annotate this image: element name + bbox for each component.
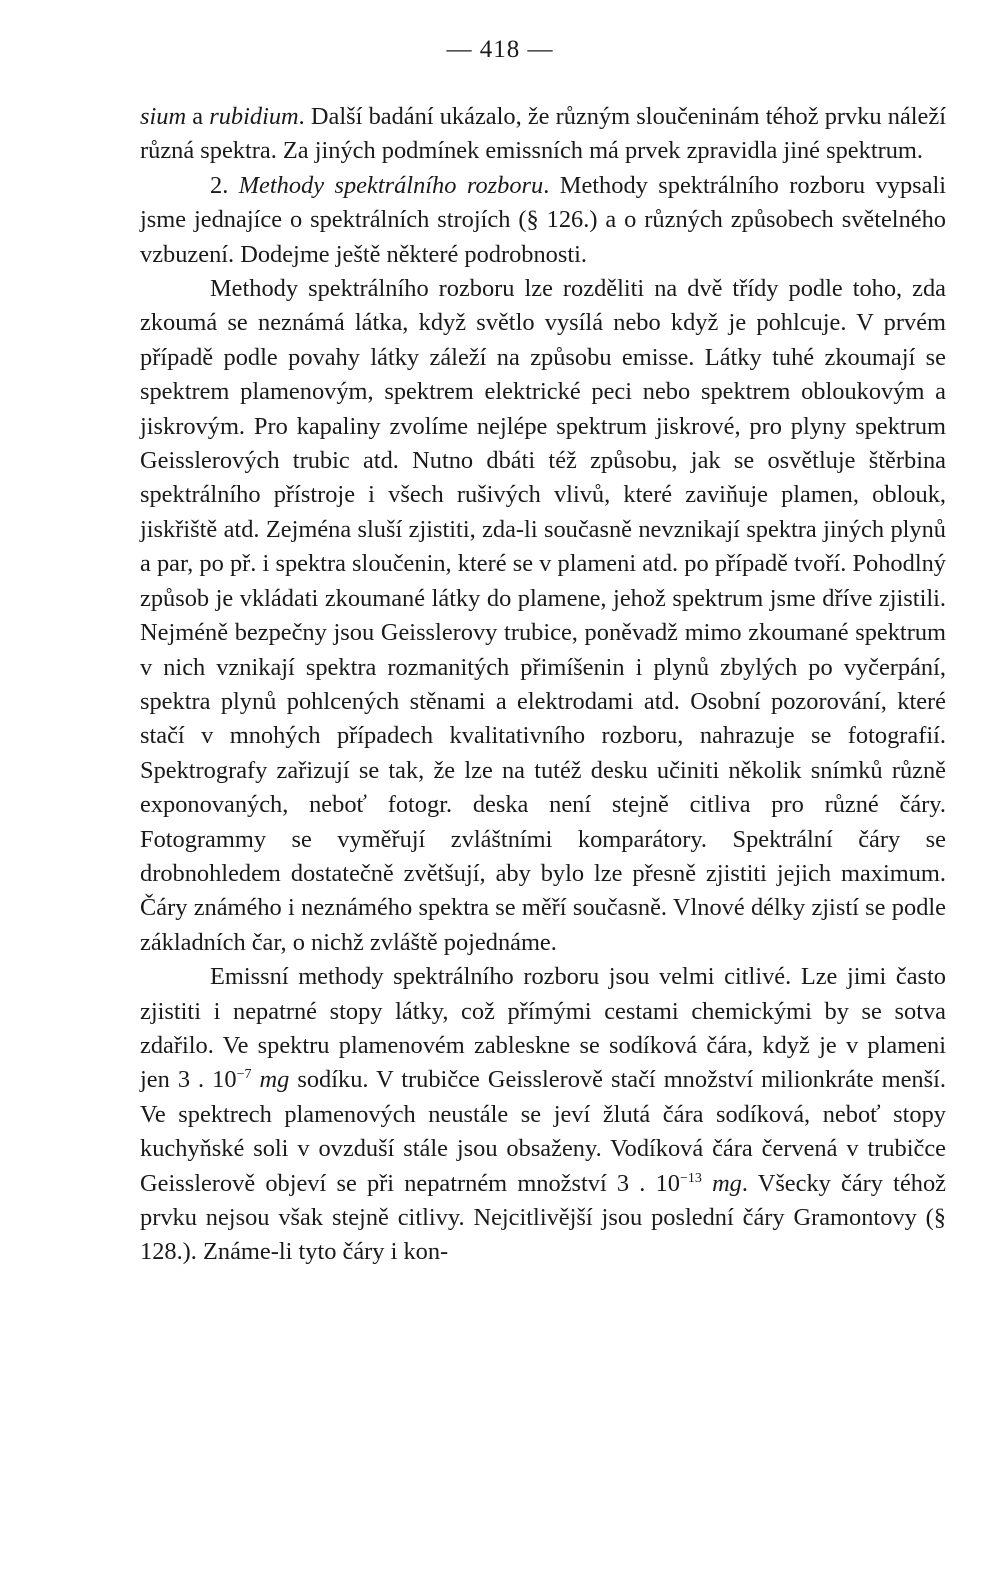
section-number: 2. <box>210 171 239 199</box>
exponent: −7 <box>236 1067 252 1083</box>
paragraph-1 <box>140 100 946 169</box>
section-heading: Methody spektrálního rozboru <box>238 171 544 199</box>
body-text <box>140 100 946 1270</box>
text-span: a <box>186 103 210 130</box>
text-span: . Všecky čáry téhož prvku nejsou však stejně citlivy. Nejcitlivější jsou poslední čáry Gramontovy (§ 128.). Známe-li tyto čáry i kon- <box>140 1169 946 1266</box>
text-span: . Methody spektrálního rozboru vypsali jsme jednajíce o spektrálních strojích (§ 126.) a o různých způsobech světelného vzbuzení. Dodejme ještě některé podrobnosti. <box>140 171 947 268</box>
text-span <box>251 1066 259 1093</box>
text-span: . Další badání ukázalo, že různým sloučeninám téhož prvku náleží různá spektra. Za jiných podmínek emissních má prvek zpravidla jiné spektrum. <box>140 103 946 165</box>
unit: mg <box>259 1066 290 1094</box>
unit: mg <box>712 1169 742 1197</box>
paragraph-4 <box>140 960 946 1270</box>
paragraph-3: Methody spektrálního rozboru lze rozděliti na dvě třídy podle toho, zda zkoumá se neznámá látka, když světlo vysílá nebo když je pohlcuje. V prvém případě podle povahy látky záleží na způsobu emisse. Látky tuhé zkoumají se spektrem plamenovým, spektrem elektrické peci nebo spektrem obloukovým a jiskrovým. Pro kapaliny zvolíme nejlépe spektrum jiskrové, pro plyny spektrum Geisslerových trubic atd. Nutno dbáti též způsobu, jak se osvětluje štěrbina spektrálního přístroje i všech rušivých vlivů, které zaviňuje plamen, oblouk, jiskřiště atd. Zejména sluší zjistiti, zda-li současně nevznikají spektra jiných plynů a par, po př. i spektra sloučenin, které se v plameni atd. po případě tvoří. Pohodlný způsob je vkládati zkoumané látky do plamene, jehož spektrum jsme dříve zjistili. Nejméně bezpečny jsou Geisslerovy trubice, poněvadž mimo zkoumané spektrum v nich vznikají spektra rozmanitých přimíšenin i plynů zbylých po vyčerpání, spektra plynů pohlcených stěnami a elektrodami atd. Osobní pozorování, které stačí v mnohých případech kvalitativního rozboru, nahrazuje se fotografií. Spektrografy zařizují se tak, že lze na tutéž desku učiniti několik snímků různě exponovaných, neboť fotogr. deska není stejně citliva pro různé čáry. Fotogrammy se vyměřují zvláštními komparátory. Spektrální čáry se drobnohledem dostatečně zvětšují, aby bylo lze přesně zjistiti jejich maximum. Čáry známého i neznámého spektra se měří současně. Vlnové délky zjistí se podle základních čar, o nichž zvláště pojednáme. <box>140 275 946 956</box>
exponent: −13 <box>679 1170 702 1186</box>
text-span: Emissní methody spektrálního rozboru jsou velmi citlivé. Lze jimi často zjistiti i nepatrné stopy látky, což přímými cestami chemickými by se sotva zdařilo. Ve spektru plamenovém zableskne se sodíková čára, když je v plameni jen 3 . 10 <box>140 963 946 1094</box>
page-number: — 418 — <box>446 36 554 63</box>
text-span: sodíku. V trubičce Geisslerově stačí množství milionkráte menší. Ve spektrech plamenových neustále se jeví žlutá čára sodíková, neboť stopy kuchyňské soli v ovzduší stále jsou obsaženy. Vodíková čára červená v trubičce Geisslerově objeví se při nepatrném množství 3 . 10 <box>140 1066 946 1197</box>
italic-term: sium <box>140 103 187 130</box>
italic-term: rubidium <box>209 103 299 130</box>
paragraph-2 <box>140 169 946 272</box>
text-span <box>702 1170 712 1197</box>
